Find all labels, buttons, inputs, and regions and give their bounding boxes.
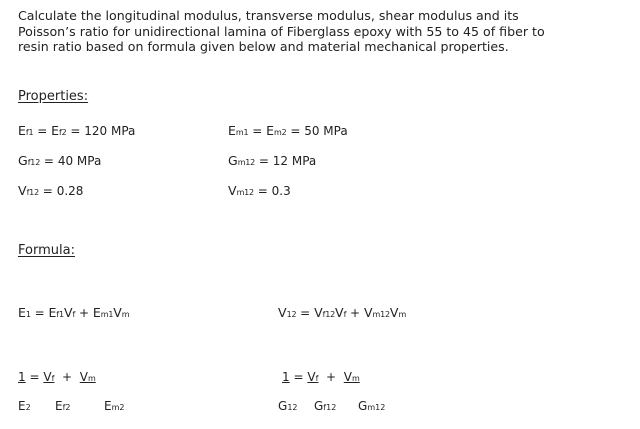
shear-modulus-numerators: 1 = Vf + Vm (282, 370, 360, 384)
fiber-shear-property: Gf12 = 40 MPa (18, 153, 102, 168)
problem-line-3: resin ratio based on formula given below and material mechanical properties. (18, 39, 509, 54)
properties-heading: Properties: (18, 89, 89, 104)
matrix-modulus-value: 50 MPa (304, 124, 348, 138)
formula-heading: Formula: (18, 243, 75, 258)
fiber-poisson-property: Vf12 = 0.28 (18, 183, 84, 198)
problem-statement (18, 8, 632, 55)
problem-line-2: Poisson’s ratio for unidirectional lamina of Fiberglass epoxy with 55 to 45 of fiber to (18, 23, 545, 39)
fiber-poisson-value: 0.28 (56, 184, 84, 198)
matrix-shear-value: 12 MPa (272, 154, 317, 168)
matrix-poisson-property: Vm12 = 0.3 (228, 183, 291, 198)
matrix-shear-property: Gm12 = 12 MPa (228, 153, 317, 168)
shear-modulus-denominators: G12 (278, 399, 298, 413)
transverse-modulus-numerators: 1 = Vf + Vm (18, 370, 96, 384)
problem-line-1: Calculate the longitudinal modulus, transverse modulus, shear modulus and its (18, 8, 519, 23)
longitudinal-modulus-formula: E1 = Ef1Vf + Em1Vm (18, 305, 130, 320)
matrix-poisson-value: 0.3 (271, 184, 291, 198)
poisson-ratio-formula: V12 = Vf12Vf + Vm12Vm (278, 305, 407, 320)
matrix-modulus-property: Em1 = Em2 = 50 MPa (228, 123, 348, 138)
transverse-modulus-denominators: E2 (18, 399, 31, 413)
fiber-modulus-property: Ef1 = Ef2 = 120 MPa (18, 123, 136, 138)
fiber-shear-value: 40 MPa (57, 154, 102, 168)
fiber-modulus-value: 120 MPa (84, 124, 136, 138)
